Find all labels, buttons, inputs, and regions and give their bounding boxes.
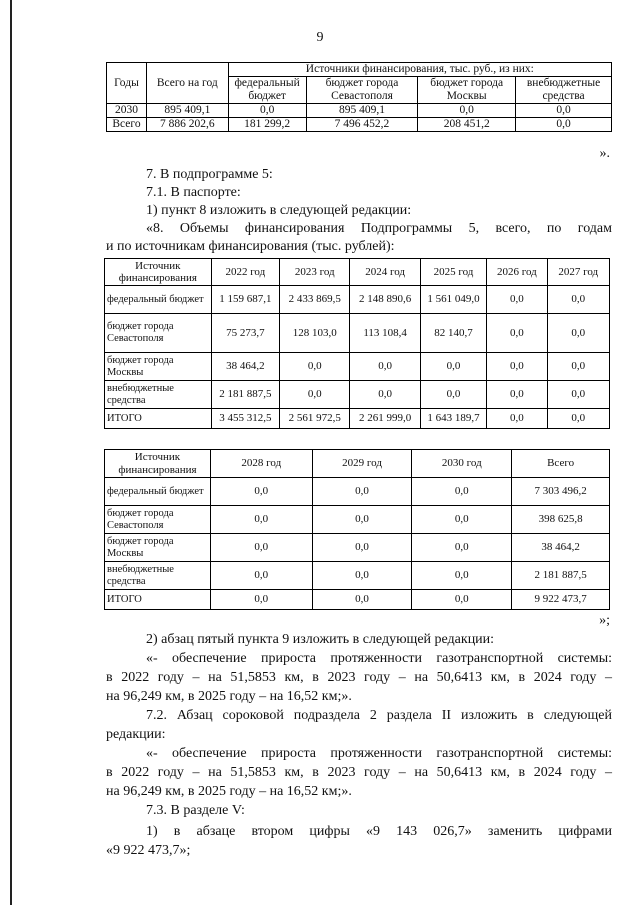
table-cell: бюджет города Севастополя: [105, 506, 211, 534]
table-cell: 113 108,4: [350, 314, 420, 353]
subheader-federal: федеральный бюджет: [228, 77, 306, 104]
table-cell: федеральный бюджет: [105, 478, 211, 506]
paragraph-line: «8. Объемы финансирования Подпрограммы 5, всего, по годам: [146, 221, 612, 236]
table-cell: 38 464,2: [512, 534, 610, 562]
paragraph-line: редакции:: [106, 727, 166, 742]
table-cell: 0,0: [516, 104, 612, 118]
table-cell: 0,0: [547, 409, 609, 429]
table-cell: 1 561 049,0: [420, 286, 486, 314]
table-cell: 0,0: [420, 381, 486, 409]
table-row: [107, 118, 612, 132]
table-cell: 398 625,8: [512, 506, 610, 534]
table-cell: 0,0: [412, 534, 512, 562]
table-cell: 895 409,1: [146, 104, 228, 118]
table-cell: бюджет города Москвы: [105, 534, 211, 562]
table-cell: 82 140,7: [420, 314, 486, 353]
table-row-total: [105, 409, 610, 429]
paragraph-line: 2) абзац пятый пункта 9 изложить в следующей редакции:: [146, 632, 495, 647]
page-number: 9: [316, 30, 324, 45]
table-cell: ИТОГО: [105, 409, 212, 429]
table-cell: 0,0: [350, 353, 420, 381]
header-total-per-year: Всего на год: [146, 63, 228, 104]
header-year: 2022 год: [211, 259, 279, 286]
table-cell: федеральный бюджет: [105, 286, 212, 314]
table-cell: 0,0: [210, 590, 312, 610]
table-cell: 0,0: [487, 381, 547, 409]
paragraph-line: 1) пункт 8 изложить в следующей редакции:: [146, 203, 412, 218]
table-cell: 0,0: [312, 562, 412, 590]
table-cell: 0,0: [487, 353, 547, 381]
paragraph-line: 1) в абзаце втором цифры «9 143 026,7» заменить цифрами: [146, 824, 612, 839]
header-year: 2029 год: [312, 450, 412, 478]
table-cell: внебюджетные средства: [105, 381, 212, 409]
header-years: Годы: [107, 63, 147, 104]
table-row: [105, 534, 610, 562]
table-cell: 0,0: [412, 590, 512, 610]
table-cell: 0,0: [312, 590, 412, 610]
table-cell: 0,0: [547, 353, 609, 381]
paragraph-line: «9 922 473,7»;: [106, 843, 191, 858]
table-cell: 0,0: [547, 314, 609, 353]
table-cell: 0,0: [312, 506, 412, 534]
table-row-total: [105, 590, 610, 610]
table-header-row: [107, 63, 612, 77]
table-cell: бюджет города Севастополя: [105, 314, 212, 353]
table-row: [105, 286, 610, 314]
header-source: Источник финансирования: [105, 450, 211, 478]
paragraph-line: и по источникам финансирования (тыс. рублей):: [106, 239, 395, 254]
table-cell: 0,0: [412, 478, 512, 506]
header-year: 2027 год: [547, 259, 609, 286]
table-cell: 0,0: [418, 104, 516, 118]
page-edge-line: [10, 0, 12, 905]
header-year: 2025 год: [420, 259, 486, 286]
table-cell: 895 409,1: [306, 104, 418, 118]
table-cell: 1 643 189,7: [420, 409, 486, 429]
table-row: [105, 381, 610, 409]
table-cell: 0,0: [280, 353, 350, 381]
paragraph-line: «- обеспечение прироста протяженности газотранспортной системы:: [146, 746, 612, 761]
table-row: [105, 478, 610, 506]
paragraph-line: в 2022 году – на 51,5853 км, в 2023 году – на 50,6413 км, в 2024 году –: [106, 765, 612, 780]
table-row: [105, 506, 610, 534]
table-cell: 0,0: [280, 381, 350, 409]
header-source: Источник финансирования: [105, 259, 212, 286]
table-cell: 2 181 887,5: [512, 562, 610, 590]
table-cell: 0,0: [547, 286, 609, 314]
table-cell: 2 261 999,0: [350, 409, 420, 429]
subheader-moscow: бюджет города Москвы: [418, 77, 516, 104]
table-cell: 0,0: [312, 478, 412, 506]
paragraph-line: 7.1. В паспорте:: [146, 185, 241, 200]
table-row: [107, 104, 612, 118]
table-cell: 0,0: [210, 534, 312, 562]
header-year: 2028 год: [210, 450, 312, 478]
table-row: [105, 562, 610, 590]
closing-quote-1: ».: [599, 146, 610, 161]
table-cell: 2 148 890,6: [350, 286, 420, 314]
header-funding-sources: Источники финансирования, тыс. руб., из них:: [228, 63, 611, 77]
table-cell: 2 433 869,5: [280, 286, 350, 314]
table-cell: 0,0: [412, 562, 512, 590]
table-cell: 0,0: [420, 353, 486, 381]
table-cell: 208 451,2: [418, 118, 516, 132]
table-cell: 7 496 452,2: [306, 118, 418, 132]
subheader-extrabudget: внебюджетные средства: [516, 77, 612, 104]
paragraph-line: на 96,249 км, в 2025 году – на 16,52 км;».: [106, 784, 352, 799]
table-cell: бюджет города Москвы: [105, 353, 212, 381]
table-cell: 128 103,0: [280, 314, 350, 353]
table-cell: ИТОГО: [105, 590, 211, 610]
table-cell: 1 159 687,1: [211, 286, 279, 314]
table-cell: 2 561 972,5: [280, 409, 350, 429]
paragraph-line: на 96,249 км, в 2025 году – на 16,52 км;».: [106, 689, 352, 704]
table-cell: 7 886 202,6: [146, 118, 228, 132]
table-header-row: [105, 450, 610, 478]
header-total: Всего: [512, 450, 610, 478]
table-cell: 0,0: [312, 534, 412, 562]
subheader-sevastopol: бюджет города Севастополя: [306, 77, 418, 104]
header-year: 2030 год: [412, 450, 512, 478]
table-cell: 0,0: [210, 506, 312, 534]
table-cell: 0,0: [487, 286, 547, 314]
header-year: 2024 год: [350, 259, 420, 286]
table-cell: 181 299,2: [228, 118, 306, 132]
header-year: 2026 год: [487, 259, 547, 286]
paragraph-line: «- обеспечение прироста протяженности газотранспортной системы:: [146, 651, 612, 666]
table-header-row: [105, 259, 610, 286]
table-cell: 3 455 312,5: [211, 409, 279, 429]
table-cell: 0,0: [547, 381, 609, 409]
table-row: [105, 314, 610, 353]
table-cell: 0,0: [210, 478, 312, 506]
paragraph-line: 7. В подпрограмме 5:: [146, 167, 273, 182]
table-cell: 0,0: [350, 381, 420, 409]
table-cell: 0,0: [412, 506, 512, 534]
table-cell: 0,0: [516, 118, 612, 132]
table-cell: 7 303 496,2: [512, 478, 610, 506]
table-cell: 0,0: [210, 562, 312, 590]
table-cell: внебюджетные средства: [105, 562, 211, 590]
table-cell: 2030: [107, 104, 147, 118]
table-cell: Всего: [107, 118, 147, 132]
table-cell: 9 922 473,7: [512, 590, 610, 610]
table-cell: 2 181 887,5: [211, 381, 279, 409]
table-cell: 0,0: [228, 104, 306, 118]
table-cell: 0,0: [487, 314, 547, 353]
funding-summary-table: [106, 62, 612, 132]
funding-by-year-table-2022-2027: [104, 258, 610, 429]
funding-by-year-table-2028-2030: [104, 449, 610, 610]
paragraph-line: 7.2. Абзац сороковой подраздела 2 раздела II изложить в следующей: [146, 708, 612, 723]
table-cell: 75 273,7: [211, 314, 279, 353]
table-row: [105, 353, 610, 381]
paragraph-line: в 2022 году – на 51,5853 км, в 2023 году – на 50,6413 км, в 2024 году –: [106, 670, 612, 685]
table-cell: 38 464,2: [211, 353, 279, 381]
closing-quote-2: »;: [599, 613, 610, 628]
header-year: 2023 год: [280, 259, 350, 286]
table-cell: 0,0: [487, 409, 547, 429]
paragraph-line: 7.3. В разделе V:: [146, 803, 245, 818]
